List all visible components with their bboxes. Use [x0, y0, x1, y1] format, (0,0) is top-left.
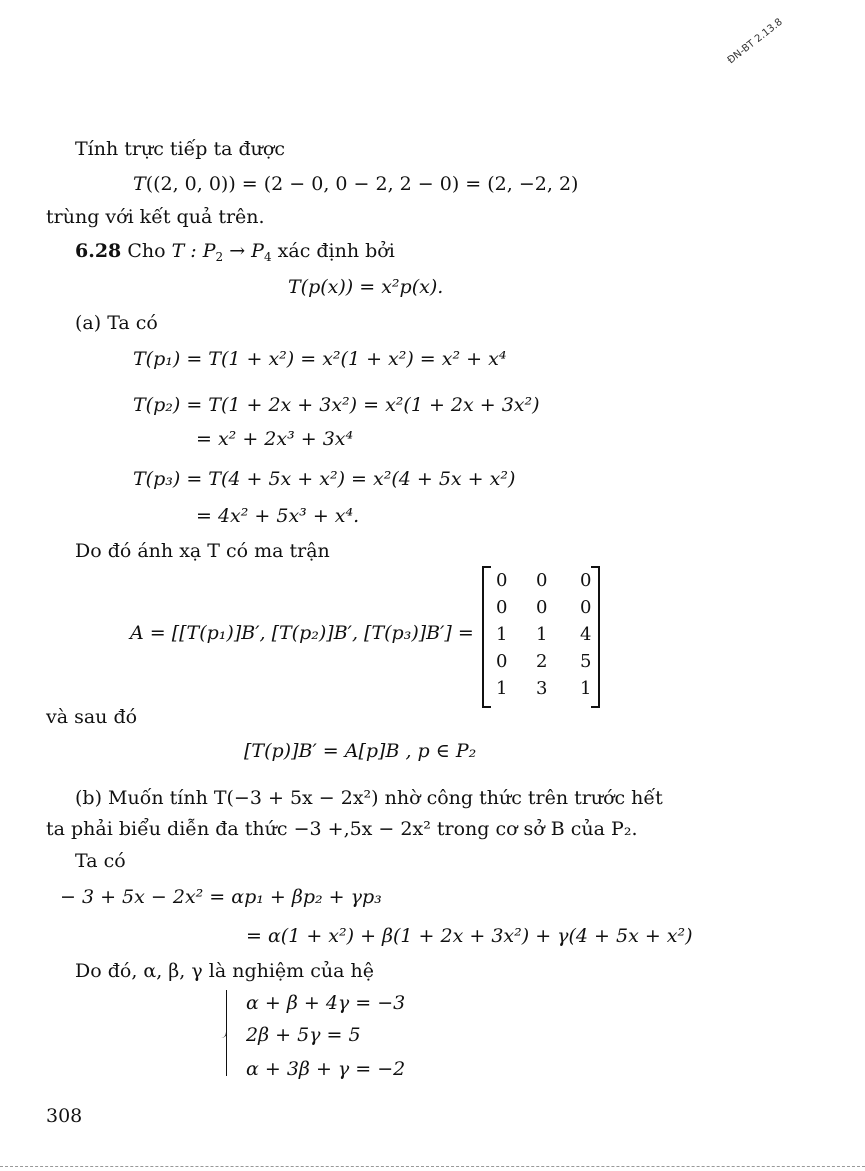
- text-and-then: và sau đó: [46, 706, 138, 728]
- system-intro: Do đó, α, β, γ là nghiệm của hệ: [75, 960, 374, 982]
- matrix-cell: 3: [536, 678, 548, 699]
- matrix-cell: 0: [580, 597, 592, 618]
- equation-T-p3: T(p₃) = T(4 + 5x + x²) = x²(4 + 5x + x²): [133, 468, 516, 490]
- matrix-cell: 1: [496, 678, 508, 699]
- matrix-cell: 0: [536, 597, 548, 618]
- matrix-left-bracket: [482, 566, 491, 708]
- equation-T-p2: T(p₂) = T(1 + 2x + 3x²) = x²(1 + 2x + 3x²): [133, 394, 540, 416]
- matrix-cell: 5: [580, 651, 592, 672]
- matrix-cell: 1: [580, 678, 592, 699]
- system-equation-3: α + 3β + γ = −2: [246, 1058, 406, 1080]
- text-line-matches: trùng với kết quả trên.: [46, 206, 265, 228]
- matrix-cell: 0: [580, 570, 592, 591]
- matrix-intro: Do đó ánh xạ T có ma trận: [75, 540, 330, 562]
- equation-linear-combination: − 3 + 5x − 2x² = αp₁ + βp₂ + γp₃: [60, 886, 382, 908]
- matrix-entries: [496, 570, 602, 705]
- part-b-line-1: (b) Muốn tính T(−3 + 5x − 2x²) nhờ công thức trên trước hết: [75, 787, 663, 809]
- matrix-A: [482, 566, 600, 706]
- part-b-line-3: Ta có: [75, 850, 126, 872]
- library-stamp: ĐN-BT 2.13.8: [725, 16, 785, 67]
- matrix-cell: 0: [496, 570, 508, 591]
- text-line-direct-computation: Tính trực tiếp ta được: [75, 138, 285, 160]
- system-brace: [226, 990, 237, 1076]
- matrix-cell: 1: [536, 624, 548, 645]
- bottom-rule: [0, 1166, 865, 1168]
- definition-formula: T(p(x)) = x²p(x).: [288, 276, 444, 298]
- matrix-cell: 1: [496, 624, 508, 645]
- matrix-cell: 2: [536, 651, 548, 672]
- equation-T-of-vector: T((2, 0, 0)) = (2 − 0, 0 − 2, 2 − 0) = (2, −2, 2): [133, 173, 579, 195]
- formula-transform-coordinates: [T(p)]B′ = A[p]B , p ∈ P₂: [244, 740, 477, 762]
- matrix-lhs: A = [[T(p₁)]B′, [T(p₂)]B′, [T(p₃)]B′] =: [130, 622, 474, 644]
- equation-expanded-combination: = α(1 + x²) + β(1 + 2x + 3x²) + γ(4 + 5x + x²): [246, 925, 693, 947]
- matrix-cell: 0: [536, 570, 548, 591]
- exercise-number: 6.28: [75, 240, 122, 262]
- part-b-line-2: ta phải biểu diễn đa thức −3 +‚5x − 2x² trong cơ sở B của P₂.: [46, 818, 638, 840]
- equation-T-p1: T(p₁) = T(1 + x²) = x²(1 + x²) = x² + x⁴: [133, 348, 507, 370]
- part-a-heading: (a) Ta có: [75, 312, 158, 334]
- matrix-cell: 0: [496, 651, 508, 672]
- matrix-cell: 0: [496, 597, 508, 618]
- equation-T-p2-expanded: = x² + 2x³ + 3x⁴: [196, 428, 354, 450]
- page-number: 308: [46, 1105, 83, 1127]
- matrix-cell: 4: [580, 624, 592, 645]
- system-equation-2: 2β + 5γ = 5: [246, 1024, 361, 1046]
- system-equation-1: α + β + 4γ = −3: [246, 992, 406, 1014]
- equation-T-p3-expanded: = 4x² + 5x³ + x⁴.: [196, 505, 360, 527]
- exercise-heading: 6.28 Cho T : $P_2 \to P_4$ xác định bởi: [75, 240, 395, 264]
